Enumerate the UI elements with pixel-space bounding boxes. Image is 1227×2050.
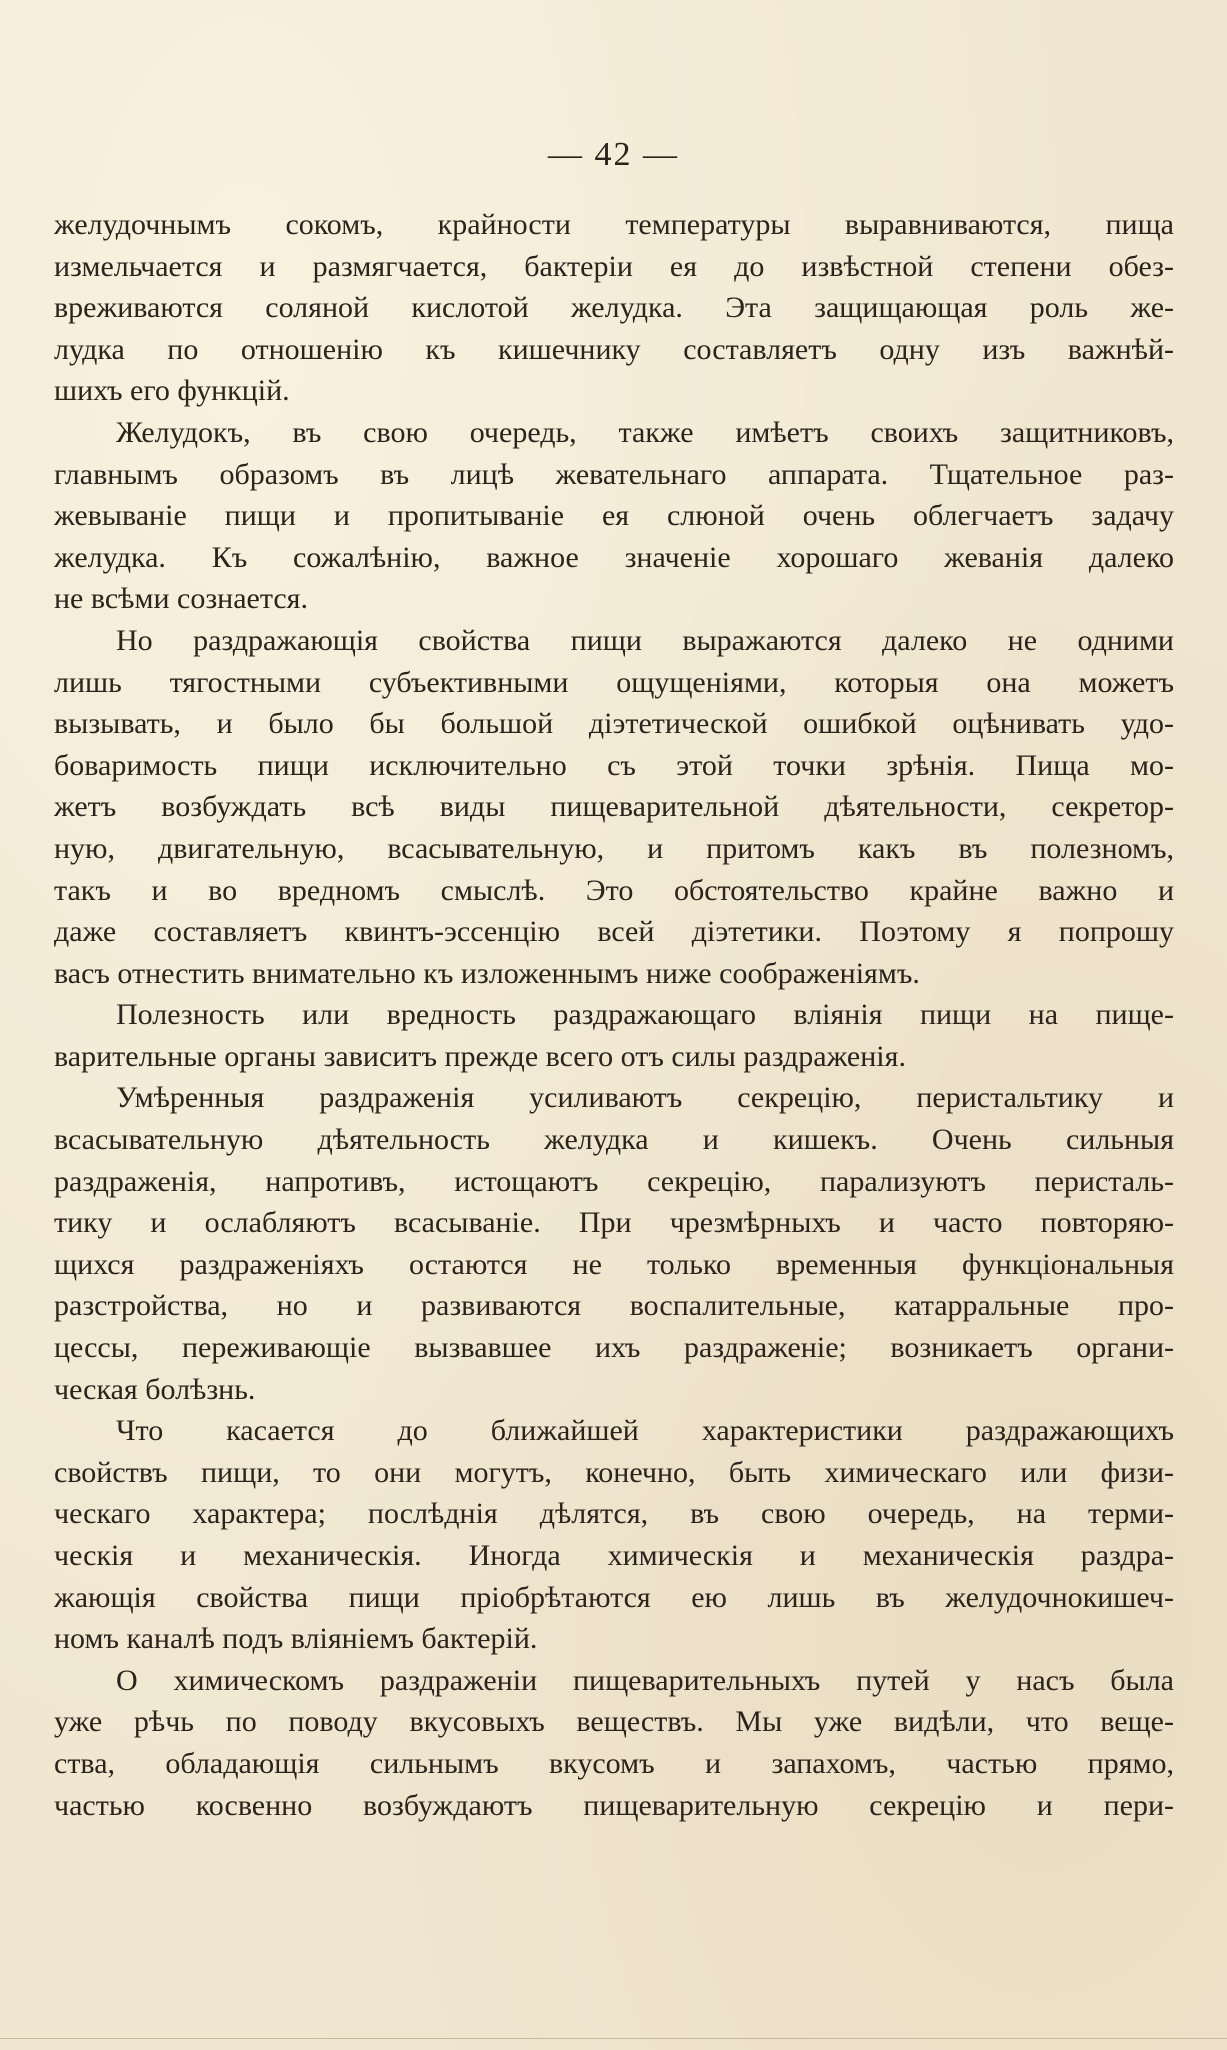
- text-line: тику и ослабляютъ всасываніе. При чрезмѣрныхъ и часто повторяю-: [54, 1206, 1174, 1240]
- text-line: О химическомъ раздраженіи пищеварительныхъ путей у насъ была: [116, 1663, 1174, 1697]
- text-line: частью косвенно возбуждаютъ пищеварительную секрецію и пери-: [54, 1788, 1174, 1822]
- text-line: главнымъ образомъ въ лицѣ жевательнаго аппарата. Тщательное раз-: [54, 457, 1174, 491]
- text-line: лудка по отношенію къ кишечнику составляетъ одну изъ важнѣй-: [54, 332, 1174, 366]
- text-line: варительные органы зависитъ прежде всего отъ силы раздраженія.: [54, 1039, 906, 1073]
- page-edge-line: [0, 2038, 1227, 2039]
- text-line: всасывательную дѣятельность желудка и кишекъ. Очень сильныя: [54, 1123, 1174, 1157]
- text-line: ческаго характера; послѣднія дѣлятся, въ свою очередь, на терми-: [54, 1497, 1174, 1531]
- text-line: Но раздражающія свойства пищи выражаются далеко не одними: [116, 623, 1174, 657]
- body-text: [54, 204, 1174, 1826]
- text-line: не всѣми сознается.: [54, 582, 308, 616]
- text-line: желудка. Къ сожалѣнію, важное значеніе хорошаго жеванія далеко: [54, 540, 1174, 574]
- text-line: жевываніе пищи и пропитываніе ея слюной очень облегчаетъ задачу: [54, 499, 1174, 533]
- text-line: раздраженія, напротивъ, истощаютъ секрецію, парализуютъ перисталь-: [54, 1164, 1174, 1198]
- text-line: жающія свойства пищи пріобрѣтаются ею лишь въ желудочнокишеч-: [54, 1580, 1174, 1614]
- text-line: цессы, переживающіе вызвавшее ихъ раздраженіе; возникаетъ органи-: [54, 1331, 1174, 1365]
- text-line: даже составляетъ квинтъ-эссенцію всей діэтетики. Поэтому я попрошу: [54, 915, 1174, 949]
- text-line: вреживаются соляной кислотой желудка. Эта защищающая роль же-: [54, 291, 1174, 325]
- text-line: измельчается и размягчается, бактеріи ея до извѣстной степени обез-: [54, 249, 1174, 283]
- text-line: ную, двигательную, всасывательную, и притомъ какъ въ полезномъ,: [54, 831, 1174, 865]
- text-line: уже рѣчь по поводу вкусовыхъ веществъ. Мы уже видѣли, что веще-: [54, 1705, 1174, 1739]
- text-line: Желудокъ, въ свою очередь, также имѣетъ своихъ защитниковъ,: [116, 415, 1174, 449]
- text-line: свойствъ пищи, то они могутъ, конечно, быть химическаго или физи-: [54, 1455, 1174, 1489]
- text-line: жетъ возбуждать всѣ виды пищеварительной дѣятельности, секретор-: [54, 790, 1174, 824]
- text-line: ческая болѣзнь.: [54, 1372, 256, 1406]
- text-line: Что касается до ближайшей характеристики раздражающихъ: [116, 1414, 1174, 1448]
- text-line: ства, обладающія сильнымъ вкусомъ и запахомъ, частью прямо,: [54, 1746, 1174, 1780]
- text-line: Полезность или вредность раздражающаго вліянія пищи на пище-: [116, 998, 1174, 1032]
- text-line: Умѣренныя раздраженія усиливаютъ секрецію, перистальтику и: [116, 1081, 1174, 1115]
- text-line: такъ и во вредномъ смыслѣ. Это обстоятельство крайне важно и: [54, 873, 1174, 907]
- text-line: боваримость пищи исключительно съ этой точки зрѣнія. Пища мо-: [54, 748, 1174, 782]
- text-line: васъ отнестить внимательно къ изложеннымъ ниже соображеніямъ.: [54, 956, 920, 990]
- text-line: разстройства, но и развиваются воспалительные, катарральные про-: [54, 1289, 1174, 1323]
- page-number: — 42 —: [548, 136, 679, 173]
- text-line: ческія и механическія. Иногда химическія и механическія раздра-: [54, 1539, 1174, 1572]
- text-line: шихъ его функцій.: [54, 374, 290, 408]
- text-line: лишь тягостными субъективными ощущеніями, которыя она можетъ: [54, 665, 1174, 699]
- text-line: номъ каналѣ подъ вліяніемъ бактерій.: [54, 1622, 538, 1656]
- text-line: щихся раздраженіяхъ остаются не только временныя функціональныя: [54, 1247, 1174, 1281]
- text-line: желудочнымъ сокомъ, крайности температуры выравниваются, пища: [54, 208, 1174, 241]
- text-line: вызывать, и было бы большой діэтетической ошибкой оцѣнивать удо-: [54, 707, 1174, 741]
